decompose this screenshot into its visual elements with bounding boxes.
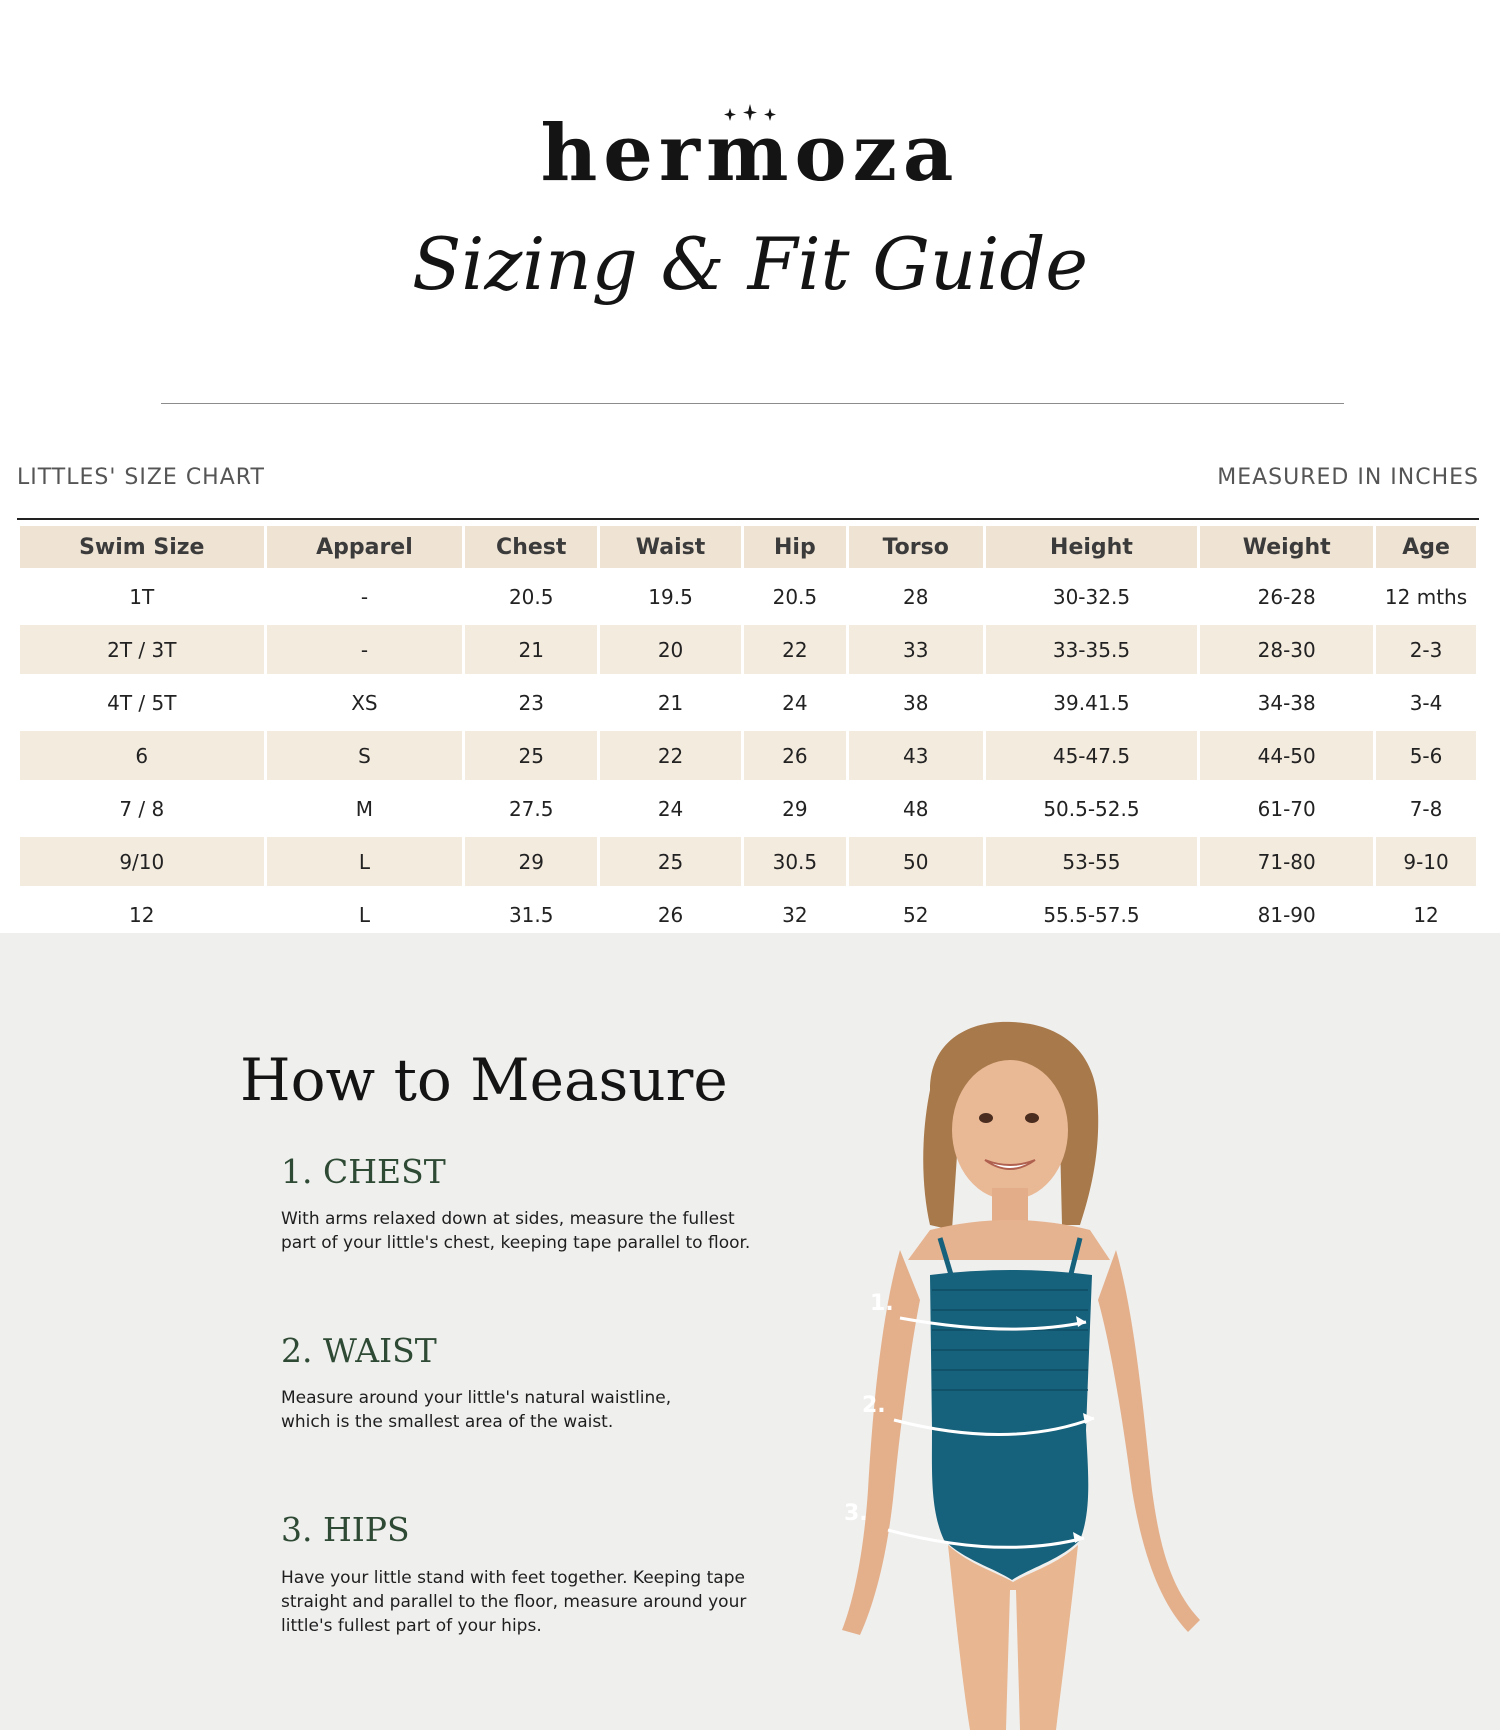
- chart-label: LITTLES' SIZE CHART: [17, 465, 265, 490]
- table-cell: 19.5: [648, 584, 693, 609]
- table-cell: 26: [744, 731, 846, 780]
- table-cell: 7-8: [1409, 796, 1443, 821]
- table-row: [20, 572, 1476, 621]
- table-cell: 71-80: [1200, 837, 1373, 886]
- table-cell: 55.5-57.5: [1043, 902, 1140, 927]
- chart-unit: MEASURED IN INCHES: [1217, 465, 1479, 490]
- table-cell: 31.5: [508, 902, 554, 927]
- table-cell: 22: [744, 625, 846, 674]
- table-cell: L: [358, 902, 370, 927]
- step-title-hips: 3. HIPS: [281, 1510, 410, 1549]
- table-row: [20, 890, 1476, 939]
- table-cell: 20.5: [508, 584, 554, 609]
- table-cell: 24: [782, 690, 808, 715]
- table-rule: [17, 518, 1479, 520]
- text-line: With arms relaxed down at sides, measure the fullest: [281, 1209, 735, 1229]
- table-cell: 25: [600, 837, 741, 886]
- table-cell: 30-32.5: [1052, 584, 1131, 609]
- step-title-waist: 2. WAIST: [281, 1331, 437, 1370]
- table-cell: 33: [849, 625, 983, 674]
- table-cell: 24: [657, 796, 684, 821]
- table-cell: 3-4: [1409, 690, 1443, 715]
- table-cell: 2T / 3T: [20, 625, 264, 674]
- table-cell: 12: [1413, 902, 1439, 927]
- table-cell: 6: [20, 731, 264, 780]
- table-cell: 30.5: [744, 837, 846, 886]
- col-header-torso: Torso: [849, 526, 983, 568]
- table-header-row: [20, 526, 1476, 568]
- face: [952, 1060, 1068, 1200]
- table-cell: 45-47.5: [986, 731, 1198, 780]
- table-cell: 7 / 8: [119, 796, 165, 821]
- table-cell: 2-3: [1376, 625, 1476, 674]
- step-title-chest: 1. CHEST: [281, 1152, 446, 1191]
- table-cell: 28: [902, 584, 929, 609]
- col-header-apparel: Apparel: [267, 526, 463, 568]
- table-cell: 81-90: [1257, 902, 1316, 927]
- text-line: little's fullest part of your hips.: [281, 1616, 542, 1636]
- table-cell: M: [355, 796, 374, 821]
- table-cell: L: [267, 837, 463, 886]
- table-row: [20, 625, 1476, 674]
- text-line: Measure around your little's natural waistline,: [281, 1388, 672, 1408]
- table-cell: 23: [518, 690, 544, 715]
- col-header-waist: Waist: [600, 526, 741, 568]
- table-cell: -: [360, 584, 369, 609]
- table-cell: 9-10: [1376, 837, 1476, 886]
- table-cell: 44-50: [1200, 731, 1373, 780]
- col-header-swim-size: Swim Size: [20, 526, 264, 568]
- brand-logo: hermoza: [540, 108, 960, 199]
- table-cell: 12: [129, 902, 155, 927]
- text-line: part of your little's chest, keeping tape parallel to floor.: [281, 1233, 751, 1253]
- page-title: Sizing & Fit Guide: [411, 222, 1089, 306]
- table-cell: 20.5: [772, 584, 818, 609]
- figure-label-1: 1.: [870, 1291, 894, 1316]
- table-cell: 52: [902, 902, 929, 927]
- table-row: [20, 678, 1476, 727]
- table-cell: 26-28: [1257, 584, 1316, 609]
- text-line: Have your little stand with feet together. Keeping tape: [281, 1568, 745, 1588]
- table-row: [20, 837, 1476, 886]
- table-cell: 29: [465, 837, 597, 886]
- table-cell: 21: [657, 690, 684, 715]
- figure-label-3: 3.: [844, 1501, 868, 1526]
- how-to-measure-title: How to Measure: [240, 1046, 728, 1114]
- table-cell: 48: [902, 796, 929, 821]
- size-chart-table: [17, 522, 1479, 943]
- table-cell: 4T / 5T: [107, 690, 177, 715]
- step-text-hips: [281, 1566, 781, 1638]
- table-cell: XS: [351, 690, 378, 715]
- table-cell: 32: [782, 902, 808, 927]
- table-cell: 38: [902, 690, 929, 715]
- table-cell: 43: [849, 731, 983, 780]
- figure-label-2: 2.: [862, 1393, 886, 1418]
- child-measurement-figure: [780, 1020, 1240, 1730]
- table-cell: 27.5: [508, 796, 554, 821]
- table-cell: 50: [849, 837, 983, 886]
- table-cell: 5-6: [1376, 731, 1476, 780]
- table-cell: -: [267, 625, 463, 674]
- table-cell: 53-55: [986, 837, 1198, 886]
- table-cell: 39.41.5: [1053, 690, 1130, 715]
- table-row: [20, 731, 1476, 780]
- col-header-hip: Hip: [744, 526, 846, 568]
- text-line: straight and parallel to the floor, measure around your: [281, 1592, 747, 1612]
- table-cell: 9/10: [20, 837, 264, 886]
- table-cell: 26: [657, 902, 684, 927]
- table-cell: 20: [600, 625, 741, 674]
- table-cell: 1T: [129, 584, 155, 609]
- table-cell: 22: [600, 731, 741, 780]
- table-cell: S: [267, 731, 463, 780]
- col-header-height: Height: [986, 526, 1198, 568]
- step-text-waist: [281, 1386, 761, 1434]
- table-cell: 50.5-52.5: [1043, 796, 1140, 821]
- table-cell: 29: [782, 796, 808, 821]
- table-cell: 33-35.5: [986, 625, 1198, 674]
- table-cell: 61-70: [1257, 796, 1316, 821]
- col-header-weight: Weight: [1200, 526, 1373, 568]
- col-header-age: Age: [1376, 526, 1476, 568]
- right-arm: [1098, 1250, 1200, 1632]
- text-line: which is the smallest area of the waist.: [281, 1412, 614, 1432]
- table-row: [20, 784, 1476, 833]
- table-cell: 25: [465, 731, 597, 780]
- table-cell: 21: [465, 625, 597, 674]
- table-cell: 28-30: [1200, 625, 1373, 674]
- table-cell: 12 mths: [1384, 584, 1468, 609]
- divider: [161, 403, 1344, 404]
- table-cell: 34-38: [1257, 690, 1316, 715]
- col-header-chest: Chest: [465, 526, 597, 568]
- step-text-chest: [281, 1207, 761, 1255]
